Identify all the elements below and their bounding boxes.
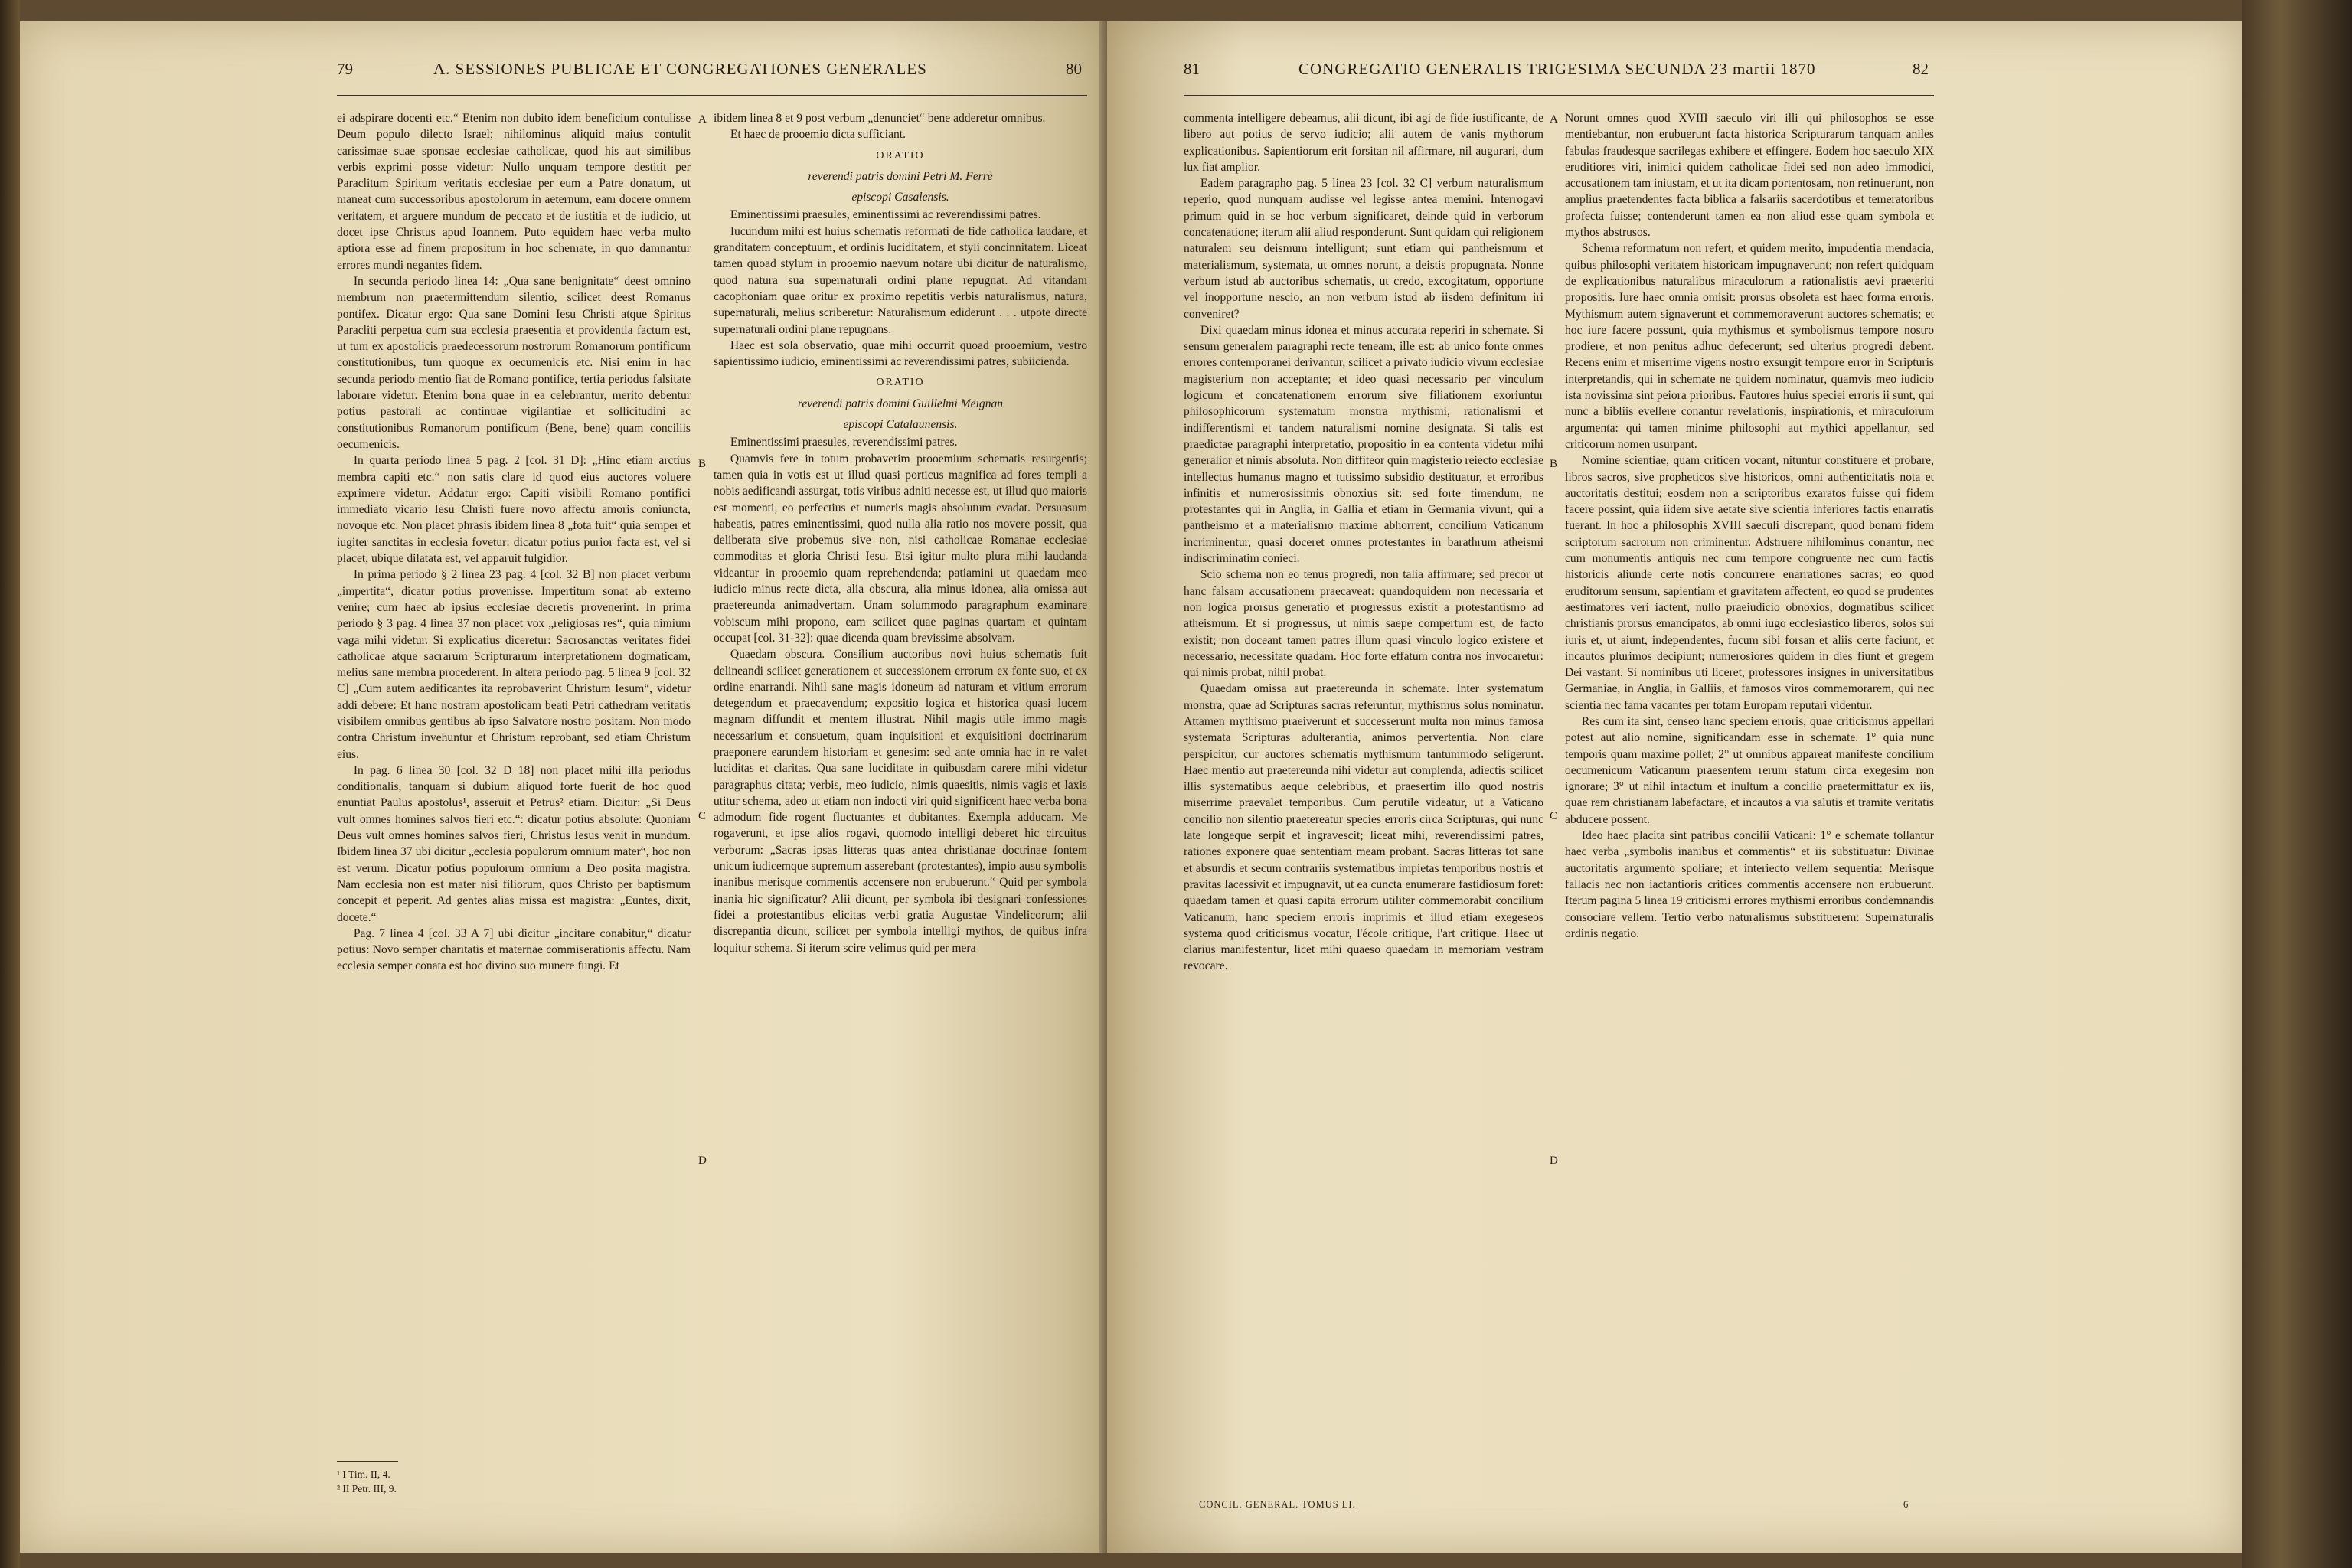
margin-letter-b: B — [698, 458, 707, 470]
footnotes — [337, 1467, 691, 1496]
left-page — [20, 21, 1107, 1553]
right-page-column-2 — [1565, 110, 1934, 942]
paragraph: In prima periodo § 2 linea 23 pag. 4 [col. 32 B] non placet verbum „impertita“, dicatur potius provenisse. Impertitum sonat ab externo venire; cum haec ab ipsius ecclesiae decretis provenerint. In prima periodo § 3 pag. 4 linea 37 non placet vox „religiosas res“, quia nimium vaga mihi videtur. Si explicatius diceretur: Sacrosanctas veritates fidei catholicae atque sacrarum Scripturarum interpretationem dogmaticam, melius sane membra procederent. In altera periodo pag. 5 linea 9 [col. 32 C] „Cum autem aedificantes ita reprobaverint Christum Iesum“, videtur addi debere: Et hanc nostram apostolicam beati Petri cathedram veritatis visibilem omnibus gentibus ab ipso Salvatore nostro positam. Non modo contra Christum invehuntur et Christum reprobant, sed etiam Christum eius. — [337, 568, 691, 761]
paragraph: Iucundum mihi est huius schematis reformati de fide catholica laudare, et granditatem conceptuum, et ordinis luciditatem, et styli concinnitatem. Liceat tamen quoad stylum in prooemio naevum notare ubi dicitur de naturalismo, quod natura sua supernaturali ordini plane repugnat. Ad vitandam cacophoniam quae oritur ex proximo repetitis verbis naturalismus, natura, supernaturali, melius scriberetur: Naturalismum ediderunt . . . utpote directe supernaturali ordini plane repugnans. — [714, 224, 1087, 336]
paragraph: Quaedam omissa aut praetereunda in schemate. Inter systematum monstra, quae ad Scripturas sacras referuntur, mythismus solus nominatur. Attamen mythismo praeiverunt et successerunt multa non minus famosa systemata Scripturas adulterantia, animos pervertentia. Non clare perspicitur, cur auctores schematis mythismum tantummodo seligerunt. Haec mentio aut praetereunda nihi videtur aut complenda, adiectis scilicet illis systematibus aeque celebribus, et praesertim illo quod nostris miserrime praevalet temporibus. Cum perutile videatur, ut a Vaticano concilio non silentio praetereatur species erroris circa Scripturas, qui nunc late longeque serpit et ingravescit; liceat mihi, reverendissimi patres, rationes exponere quae sententiam meam probant. Sacras litteras tot sane et absurdis et secum contrariis systematibus impietas temporibus nostris et pravitas lacessivit et impugnavit, ut ea cuncta enumerare fastidiosum foret: quaedam tamen et quasi capita errorum utiliter commemorabit concilium Vaticanum, hanc speciem erroris imprimis et illud etiam exegeseos systema quod criticismus vocatur, l'école critique, l'art critique. Haec ut clarius manifestentur, licet mihi quaeso quaedam in memoriam vestram revocare. — [1184, 682, 1544, 973]
paragraph: Quaedam obscura. Consilium auctoribus novi huius schematis fuit delineandi scilicet generationem et successionem errorum ex fonte suo, et ex ordine enarrandi. Nihil sane magis idoneum ad naturam et vitium errorum detegendum et praecavendum; expositio logica et historica quasi lucem magnam diffundit et mentem illustrat. Nihil magis utile immo magis necessarium et consuetum, quam inquisitioni et exquisitioni doctrinarum praeponere earundem historiam et genesim: sed ante omnia hac in re valet luciditas et claritas. Qua sane luciditate in quibusdam carere mihi videtur paragraphus citata; verbis, meo iudicio, nimis quaesitis, nimis vagis et laxis utitur schema, adeo ut etiam non indocti viri quid significent haec verba bona admodum fide rogent fluctuantes et dubitantes. Exempla adducam. Me rogaverunt, et ipse alios rogavi, quomodo intelligi deberet hic circuitus verborum: „Sacras ipsas litteras quas antea christianae doctrinae fontem unicum iudicemque supremum asserebant (protestantes), impio ausu symbolis inanibus merisque commentis accensere non erubuerunt.“ Quid per symbola inania hic significatur? Alii dicunt, per symbola ibi designari confessiones fidei a protestantibus elicitas verbi gratia Augustae Vindelicorum; alii discrepantia dicunt, scilicet per symbola intelligi mythos, de quibus infra loquitur schema. Si iterum scire velimus quid per mera — [714, 648, 1087, 955]
paragraph: In secunda periodo linea 14: „Qua sane benignitate“ deest omnino membrum non praetermittendum silentio, scilicet deest Romanus pontifex. Dicatur ergo: Qua sane Domini Iesu Christi atque Spiritus Paracliti perpetua cum sua ecclesia praesentia et providentia factum est, ut tum ex apostolicis praedecessorum nostrorum Romanorum pontificum constitutionibus, tum quoque ex oecumenicis etc. Nisi enim in hac secunda periodo mentio fiat de Romano pontifice, tertia periodus falsitate laborare videtur. Etenim bona quae in ea celebrantur, merito debentur potius pastorali ac continuae vigilantiae et sollicitudini ac constitutionibus Romanorum pontificum (Bene, bene) quam conciliis oecumenicis. — [337, 274, 691, 451]
left-page-column-1 — [337, 110, 691, 975]
paragraph: Ideo haec placita sint patribus concilii Vaticani: 1° e schemate tollantur haec verba „symbolis inanibus et commentis“ et iis substituatur: Divinae auctoritatis argumento spoliare; et interiecto vellem sequentia: Merisque fallacis nec non iactantioris critices commentis accensere non erubuerunt. Iterum pagina 5 linea 19 criticismi errores mythismi erroribus condemnandis consociare vellem. Tertio verbo naturalismus substituerem: Supernaturalis ordinis negatio. — [1565, 829, 1934, 940]
speaker-name: reverendi patris domini Petri M. Ferrè — [808, 169, 993, 183]
signature-number: 6 — [1903, 1499, 1909, 1510]
margin-letter-b: B — [1550, 458, 1558, 470]
footnote-rule — [337, 1461, 398, 1462]
paragraph: In quarta periodo linea 5 pag. 2 [col. 31 D]: „Hinc etiam arctius membra capiti etc.“ non satis clare id quod eius auctores voluere exprimere videtur. Addatur ergo: Capiti visibili Romano pontifici immediato vicario Iesu Christi fuere novo affectu amoris coniuncta, novoque etc. Non placet phrasis ibidem linea 8 „fota fuit“ quia semper et iugiter sanctitas in ecclesia fovetur: dicatur potius purior facta est, vel si placet, ubique dilatata est, vel apparuit fulgidior. — [337, 454, 691, 566]
paragraph: Scio schema non eo tenus progredi, non talia affirmare; sed precor ut hanc falsam accusationem praecaveat: quandoquidem non necessaria et non logica prorsus generatio et progressus existit a protestantismo ad atheismum. Et si progressus, ut nimis saepe compertum est, de facto existit; non doceant tamen patres illum quasi vinculo logico existere et necessario, necessitate quadam. Hoc forte effatum contra nos invocaretur: qui nimis probat, nihil probat. — [1184, 568, 1544, 680]
header-rule — [1184, 95, 1934, 96]
paragraph: commenta intelligere debeamus, alii dicunt, ibi agi de fide iustificante, de libero aut potius de servo iudicio; alii autem de vanis mythorum explicationibus. Sapientiorum erit forsitan nil affirmare, nil augurari, dum lux fiat amplior. — [1184, 112, 1544, 174]
page-number-80: 80 — [1066, 60, 1082, 78]
paragraph: ei adspirare docenti etc.“ Etenim non dubito idem beneficium contulisse Deum populo dilecto Israel; nihilominus aliquid maius contulit carissimae suae sponsae ecclesiae catholicae, quod his aut similibus verbis exprimi posse videtur: Nullo unquam tempore destitit per Paraclitum Spiritum veritatis ecclesiae per eum a Patre donatum, ut maneat cum successoribus apostolorum in aeternum, eam docere omnem veritatem, et arguere mundum de peccato et de iustitia et de iudicio, ut docet ipse Christus apud Ioannem. Puto equidem haec verba multo aptiora esse ad finem propositum in hoc schemate, in quo damnantur errores mundi negantes fidem. — [337, 112, 691, 272]
paragraph: Haec est sola observatio, quae mihi occurrit quoad prooemium, vestro sapientissimo iudicio, eminentissimi ac reverendissimi patres, subiicienda. — [714, 338, 1087, 369]
margin-letter-d: D — [1550, 1155, 1558, 1167]
right-page-column-1 — [1184, 110, 1544, 975]
paragraph: Schema reformatum non refert, et quidem merito, impudentia mendacia, quibus philosophi veritatem historicam impugnaverunt; non refert quidquam de explicationibus naturalibus miraculorum a rationalistis aevi praeteriti propositis. Iure haec omnia omisit: prorsus obsoleta est haec forma erroris. Mythismum autem signaverunt et commemoraverunt auctores schematis; et hoc iure facere possunt, quia mythismus et symbolismus tempore nostro prodiere, et non penitus adhuc defecerunt; sed ulterius progredi debent. Recens enim et miserrime vigens nostro exsurgit tempore error in Scripturis interpretandis, qui in schemate ne quidem nominatur, quamvis meo iudicio ista novissima sint peiora prioribus. Fautores huius speciei erroris ii sunt, qui nunc a bibliis evellere conantur revelationis, inspirationis, et miraculorum argumenta: qui tamen minime philosophi aut mythici appellantur, sed criticorum nomen usurpant. — [1565, 242, 1934, 451]
running-head-left: A. SESSIONES PUBLICAE ET CONGREGATIONES GENERALES — [433, 60, 927, 78]
right-page — [1107, 21, 2242, 1553]
section-heading-oratio: ORATIO — [876, 149, 925, 162]
page-number-82: 82 — [1913, 60, 1929, 78]
margin-letter-d: D — [698, 1155, 707, 1167]
paragraph: Norunt omnes quod XVIII saeculo viri illi qui philosophos se esse mentiebantur, non erubuerunt facta historica Scripturarum tanquam aniles fabulas fraudesque sacrilegas exhibere et effingere. Eodem hoc saeculo XIX eruditiores viri, inimici quidem catholicae fidei sed non adeo immodici, accusationem tam iniustam, et ut ita dicam portentosam, non retinuerunt, non amplius praetendentes facta biblica a falsariis sacerdotibus et temeratoribus profecta fuisse; contenderunt tamen ea non aliud esse quam symbola et mythos abstrusos. — [1565, 112, 1934, 240]
running-head-right: CONGREGATIO GENERALIS TRIGESIMA SECUNDA 23 martii 1870 — [1298, 60, 1816, 78]
margin-letter-a: A — [1550, 113, 1558, 126]
paragraph: Nomine scientiae, quam criticen vocant, nituntur constituere et probare, libros sacros, sive propheticos sive historicos, omni authenticitatis nota et auctoritatis destitui; eosdem non a scriptoribus exaratos fuisse qui fidem facere possint, quia iidem sive aetate sive scientia inferiores factis enarratis fuerant. In hoc a philosophis XVIII saeculi discrepant, quod bonam fidem scriptorum sacrorum non criminentur. Adstruere nihilominus conantur, nec cum monumentis antiquis nec cum tempore congruente nec cum factis historicis aliunde certe notis concurrere enarrationes sacras; eo quod eruditorum sensum, sapientiam et gravitatem affectent, eo quod se prudentes aestimatores veri iactent, nullo praeiudicio obnoxios, dogmatibus scilicet christianis prorsus emancipatos, ab omni iugo ecclesiastico liberos, solos sui iuris et, ut aiunt, independentes, fucum sibi forsan et aliis certe faciunt, et incautos plurimos decipiunt; numerosiores quidem in dies fiunt et gregem Dei vastant. Si nominibus uti liceret, professores insignes in universitatibus Germaniae, in Anglia, in Galliis, et famosos viros commemorarem, qui nec scientia nec fama vacantes per totam Europam reputari videntur. — [1565, 454, 1934, 712]
paragraph: Eminentissimi praesules, eminentissimi ac reverendissimi patres. — [730, 208, 1041, 222]
header-rule — [337, 95, 1087, 96]
paragraph: In pag. 6 linea 30 [col. 32 D 18] non placet mihi illa periodus conditionalis, tanquam si dubium aliquod forte fuerit de hoc quod enuntiat Paulus apostolus¹, asseruit et Petrus² etiam. Dicitur: „Si Deus vult omnes homines salvos fieri etc.“: dicatur potius absolute: Quoniam Deus vult omnes homines salvos fieri, Christus Iesus venit in mundum. Ibidem linea 37 ubi dicitur „ecclesia populorum omnium mater“, hoc non est verum. Dicatur potius populorum omnium a Deo posita magistra. Nam ecclesia non est mater nisi filiorum, quos Christo per baptismum concepit et peperit. Ad gentes alias missa est magistra: „Euntes, dixit, docete.“ — [337, 763, 691, 924]
book-cover-edge-left — [0, 0, 20, 1568]
signature-mark: CONCIL. GENERAL. TOMUS LI. — [1199, 1499, 1356, 1510]
paragraph: Res cum ita sint, censeo hanc speciem erroris, quae criticismus appellari potest aut alio nomine, significandam esse in schemate. 1° quia nunc temporis quam maxime pollet; 2° ut omnibus appareat manifeste concilium oecumenicum Vaticanum praesentem rerum statum circa exegesim non ignorare; 3° ut nihil intactum et inultum a concilio praetermittatur ex iis, quae rem christianam labefactare, et incautos a via salutis et tramite veritatis abducere possent. — [1565, 714, 1934, 826]
page-number-81: 81 — [1184, 60, 1200, 78]
margin-letter-c: C — [698, 810, 707, 822]
paragraph: Pag. 7 linea 4 [col. 33 A 7] ubi dicitur „incitare conabitur,“ dicatur potius: Novo semper charitatis et maternae commiserationis affectu. Nam ecclesia semper conata est hoc divino suo munere fungi. Et — [337, 926, 691, 973]
section-heading-oratio: ORATIO — [876, 377, 925, 389]
paragraph: Eadem paragrapho pag. 5 linea 23 [col. 32 C] verbum naturalismum reperio, quod nunquam audisse vel legisse antea memini. Interrogavi primum quid in se hoc verbum significaret, deinde quid in verborum concatenatione; iterum alii aliud responderunt. Sunt quidam qui religionem naturalem seu deismum intelligunt; sunt etiam qui pantheismum et materialismum, systemata, ut omnes norunt, a deistis propugnata. Nonne verbum istud ab auctoribus schematis, ut credo, excogitatum, opportune vel inopportune nescio, an non verbum istud ab iisdem definitum iri conveniret? — [1184, 177, 1544, 321]
footnote: ² II Petr. III, 9. — [337, 1483, 397, 1494]
paragraph: Eminentissimi praesules, reverendissimi patres. — [730, 436, 958, 449]
left-page-column-2 — [714, 110, 1087, 956]
speaker-see: episcopi Catalaunensis. — [843, 418, 958, 432]
margin-letter-c: C — [1550, 810, 1558, 822]
margin-letter-a: A — [698, 113, 707, 126]
speaker-see: episcopi Casalensis. — [851, 191, 949, 204]
speaker-name: reverendi patris domini Guillelmi Meignan — [797, 397, 1004, 410]
paragraph: Dixi quaedam minus idonea et minus accurata reperiri in schemate. Si sensum generalem paragraphi recte teneam, ille est: ab unico fonte omnes errores contemporanei derivantur, scilicet a privato iudicio vivum ecclesiae magisterium non acceptante; et ideo quasi necessario per vinculum logicum et concatenationem errorum sive filiationem exoriuntur philosophicorum systematum monstra mythismi, rationalismi et indifferentismi et tandem naturalismi nomine designata. Si talis est praedictae paragraphi interpretatio, propositio in ea contenta videtur mihi generalior et nimis absoluta. Non diffiteor quin magisterio reiecto ecclesiae intellectus humanus magno et tutissimo subsidio destituatur, et erroribus infinitis et numerosissimis obnoxius sit: sed forte timendum, ne protestantes qui in Anglia, in Gallia et etiam in Germania vivunt, qui a pantheismo et a materialismo maxime abhorrent, concilium Vaticanum incriminentur, quasi doceret omnes protestantes in barathrum atheismi indiscriminatim conieci. — [1184, 323, 1544, 566]
paragraph: ibidem linea 8 et 9 post verbum „denunciet“ bene adderetur omnibus. — [714, 112, 1046, 125]
footnote: ¹ I Tim. II, 4. — [337, 1468, 390, 1480]
book-cover-edge-right — [2242, 0, 2352, 1568]
paragraph: Et haec de prooemio dicta sufficiant. — [730, 128, 906, 142]
paragraph: Quamvis fere in totum probaverim prooemium schematis resurgentis; tamen quia in votis est ut illud quasi porticus magnifica ad fores templi a nobis aedificandi assurgat, totis viribus adniti necesse est, ut illud quo maioris est momenti, eo perfectius et numeris magis absolutum evadat. Persuasum habeatis, patres eminentissimi, quod nulla alia ratio nos movere possit, qua deliberata sive probemus sive non, nisi catholicae Romanae ecclesiae commoditas et gloria Christi Iesu. Etsi igitur multo plura mihi laudanda videantur in prooemio quam reprehendenda; patiamini ut quaedam meo iudicio minus recte dicta, alia obscura, alia minus idonea, alia omissa aut praetereunda animadvertam. Unam solummodo paragraphum examinare vobiscum mihi propono, eam scilicet quae paginas quartam et quintam occupat [col. 31-32]: quae dicenda quam brevissime absolvam. — [714, 452, 1087, 645]
page-number-79: 79 — [337, 60, 353, 78]
